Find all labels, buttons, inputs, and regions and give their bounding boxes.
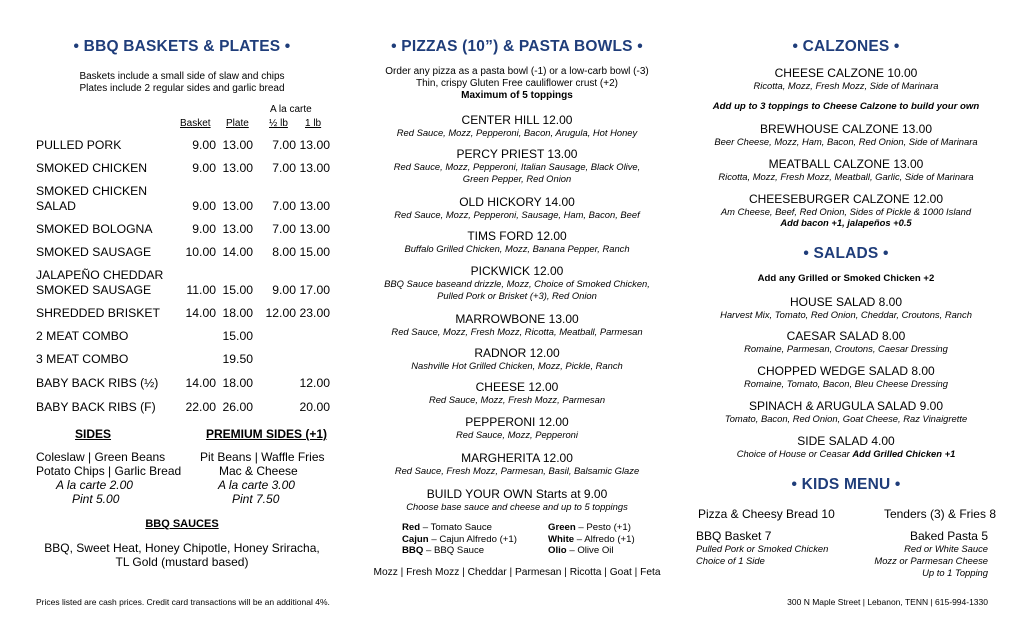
sauce-options-right [548, 522, 635, 557]
bbq-item-row [36, 352, 128, 367]
footer-address: 300 N Maple Street | Lebanon, TENN | 615-994-1330 [787, 597, 988, 607]
bbq-price: 7.00 [272, 138, 296, 152]
sauce-option: White – Alfredo (+1) [548, 533, 635, 545]
menu-item-name: RADNOR 12.00 [474, 346, 560, 360]
menu-item-desc: Green Pepper, Red Onion [462, 173, 572, 184]
menu-item-desc: Choose base sauce and cheese and up to 5 toppings [406, 501, 628, 512]
sides-title: SIDES [75, 427, 112, 441]
bbq-item-row [36, 400, 156, 415]
bbq-price: 14.00 [185, 376, 216, 390]
bbq-price: 18.00 [222, 306, 253, 320]
col-basket: Basket [180, 118, 211, 129]
menu-item-name: CAESAR SALAD 8.00 [786, 329, 906, 343]
premium-pint: Pint 7.50 [232, 492, 280, 506]
bbq-item-name: PULLED PORK [36, 138, 122, 152]
bbq-price: 10.00 [185, 245, 216, 259]
menu-item-desc: Romaine, Tomato, Bacon, Bleu Cheese Dressing [744, 378, 948, 389]
sauce-option: Red – Tomato Sauce [402, 522, 492, 533]
pizza-note-gf: Thin, crispy Gluten Free cauliflower crust (+2) [415, 78, 618, 89]
pizza-note-bowl: Order any pizza as a pasta bowl (-1) or a low-carb bowl (-3) [385, 66, 649, 77]
sauce-option: Green – Pesto (+1) [548, 522, 631, 533]
sides-alacarte: A la carte 2.00 [56, 478, 133, 492]
kids-bbq-desc-2: Choice of 1 Side [696, 555, 765, 566]
bbq-item-name-line2: SMOKED SAUSAGE [36, 283, 152, 297]
menu-item-name: CHEESE CALZONE 10.00 [774, 66, 918, 80]
bbq-price: 13.00 [299, 222, 330, 236]
bbq-price: 9.00 [192, 138, 216, 152]
menu-item-desc: Red Sauce, Mozz, Pepperoni, Sausage, Ham, Bacon, Beef [394, 209, 640, 220]
kids-bbq-desc-1: Pulled Pork or Smoked Chicken [696, 543, 829, 554]
menu-item-desc: Buffalo Grilled Chicken, Mozz, Banana Pepper, Ranch [404, 243, 630, 254]
bbq-item-name: 3 MEAT COMBO [36, 352, 129, 366]
bbq-price: 15.00 [222, 329, 253, 343]
bbq-price: 9.00 [272, 283, 296, 297]
menu-item-desc: Pulled Pork or Brisket (+3), Red Onion [437, 290, 597, 301]
sauces-title: BBQ SAUCES [145, 518, 219, 530]
menu-item-desc: Red Sauce, Mozz, Pepperoni, Bacon, Arugula, Hot Honey [396, 127, 638, 138]
bbq-item-row [36, 161, 147, 176]
bbq-item-row [36, 138, 121, 153]
menu-item-name: BREWHOUSE CALZONE 13.00 [759, 122, 933, 136]
bbq-price: 8.00 [272, 245, 296, 259]
kids-pasta-desc-3: Up to 1 Topping [922, 567, 988, 578]
col-half-lb: ½ lb [269, 118, 288, 129]
menu-item-desc: Beer Cheese, Mozz, Ham, Bacon, Red Onion, Side of Marinara [714, 136, 978, 147]
menu-item-desc: Red Sauce, Fresh Mozz, Parmesan, Basil, Balsamic Glaze [394, 465, 640, 476]
menu-item-desc: Red Sauce, Mozz, Pepperoni, Italian Sausage, Black Olive, [393, 161, 641, 172]
bbq-price: 15.00 [299, 245, 330, 259]
menu-item-name: MEATBALL CALZONE 13.00 [768, 157, 924, 171]
footer-pricing-note: Prices listed are cash prices. Credit card transactions will be an additional 4%. [36, 597, 330, 607]
bbq-price: 13.00 [299, 161, 330, 175]
bbq-item-name-line2: SALAD [36, 199, 76, 213]
bbq-price: 26.00 [222, 400, 253, 414]
menu-item-name: BUILD YOUR OWN Starts at 9.00 [426, 487, 608, 501]
menu-item-name: PICKWICK 12.00 [470, 264, 564, 278]
menu-item-desc: Tomato, Bacon, Red Onion, Goat Cheese, Raz Vinaigrette [724, 413, 968, 424]
menu-item-name: CENTER HILL 12.00 [461, 113, 573, 127]
menu-item-desc: Harvest Mix, Tomato, Red Onion, Cheddar, Croutons, Ranch [720, 309, 972, 320]
bbq-item-name: SMOKED SAUSAGE [36, 245, 152, 259]
bbq-price: 7.00 [272, 199, 296, 213]
menu-item-desc: Choice of House or Ceasar Add Grilled Chicken +1 [736, 448, 956, 459]
bbq-price: 12.00 [299, 376, 330, 390]
bbq-item-name: SMOKED CHICKEN [36, 184, 148, 198]
bbq-price: 22.00 [185, 400, 216, 414]
bbq-note-baskets: Baskets include a small side of slaw and chips [79, 71, 285, 82]
menu-item-desc: Red Sauce, Mozz, Fresh Mozz, Ricotta, Meatball, Parmesan [391, 326, 643, 337]
menu-item-desc: Red Sauce, Mozz, Fresh Mozz, Parmesan [428, 394, 606, 405]
bbq-price: 9.00 [192, 199, 216, 213]
bbq-item-name: BABY BACK RIBS (½) [36, 376, 159, 390]
menu-item-name: TIMS FORD 12.00 [467, 229, 567, 243]
bbq-item-name: BABY BACK RIBS (F) [36, 400, 156, 414]
bbq-price: 13.00 [222, 138, 253, 152]
premium-alacarte: A la carte 3.00 [218, 478, 295, 492]
menu-item-desc: Am Cheese, Beef, Red Onion, Sides of Pickle & 1000 Island [720, 206, 972, 217]
menu-item-name: OLD HICKORY 14.00 [459, 195, 575, 209]
bbq-price: 19.50 [222, 352, 253, 366]
bbq-heading: • BBQ BASKETS & PLATES • [73, 38, 291, 55]
bbq-price: 23.00 [299, 306, 330, 320]
bbq-price: 17.00 [299, 283, 330, 297]
salads-note: Add any Grilled or Smoked Chicken +2 [757, 273, 935, 284]
menu-item-desc: Add bacon +1, jalapeños +0.5 [780, 217, 912, 228]
kids-item-baked-pasta: Baked Pasta 5 [909, 529, 988, 543]
bbq-price: 14.00 [222, 245, 253, 259]
menu-item-name: SPINACH & ARUGULA SALAD 9.00 [748, 399, 944, 413]
sides-pint: Pint 5.00 [72, 492, 120, 506]
kids-pasta-desc-1: Red or White Sauce [904, 543, 988, 554]
pizza-heading: • PIZZAS (10”) & PASTA BOWLS • [391, 38, 643, 55]
bbq-item-name: SHREDDED BRISKET [36, 306, 160, 320]
menu-item-name: PERCY PRIEST 13.00 [456, 147, 578, 161]
sides-line-1: Coleslaw | Green Beans [36, 450, 166, 464]
salads-heading: • SALADS • [803, 245, 889, 262]
bbq-item-row [36, 222, 152, 237]
kids-item-pizza: Pizza & Cheesy Bread 10 [698, 507, 835, 521]
bbq-item-row [36, 306, 160, 321]
kids-item-bbq-basket: BBQ Basket 7 [696, 529, 772, 543]
bbq-item-row [36, 184, 147, 214]
menu-item-name: CHEESE 12.00 [475, 380, 559, 394]
bbq-item-row [36, 329, 128, 344]
kids-heading: • KIDS MENU • [791, 476, 901, 493]
bbq-item-name: JALAPEÑO CHEDDAR [36, 268, 164, 282]
pizza-note-max: Maximum of 5 toppings [461, 90, 573, 101]
kids-pasta-desc-2: Mozz or Parmesan Cheese [874, 555, 988, 566]
menu-item-name: MARGHERITA 12.00 [461, 451, 573, 465]
bbq-price: 18.00 [222, 376, 253, 390]
sauce-options-left [402, 522, 517, 557]
calzones-heading: • CALZONES • [792, 38, 900, 55]
bbq-price: 15.00 [222, 283, 253, 297]
bbq-price: 14.00 [185, 306, 216, 320]
bbq-price: 9.00 [192, 161, 216, 175]
bbq-item-row [36, 376, 158, 391]
bbq-price: 13.00 [222, 161, 253, 175]
pizza-column [352, 0, 682, 622]
cheese-options: Mozz | Fresh Mozz | Cheddar | Parmesan | Ricotta | Goat | Feta [373, 567, 661, 578]
sauce-option: Olio – Olive Oil [548, 545, 614, 556]
bbq-item-name: SMOKED BOLOGNA [36, 222, 153, 236]
menu-item-name: CHOPPED WEDGE SALAD 8.00 [757, 364, 935, 378]
menu-item-desc: Red Sauce, Mozz, Pepperoni [456, 429, 578, 440]
menu-item-desc: Ricotta, Mozz, Fresh Mozz, Side of Marinara [753, 80, 939, 91]
menu-item-name: CHEESEBURGER CALZONE 12.00 [748, 192, 944, 206]
kids-item-tenders: Tenders (3) & Fries 8 [883, 507, 996, 521]
menu-item-name: SIDE SALAD 4.00 [797, 434, 895, 448]
bbq-price: 7.00 [272, 161, 296, 175]
menu-item-desc: Ricotta, Mozz, Fresh Mozz, Meatball, Garlic, Side of Marinara [718, 171, 974, 182]
bbq-price: 13.00 [222, 222, 253, 236]
col-plate: Plate [226, 118, 249, 129]
sauces-line-2: TL Gold (mustard based) [115, 555, 249, 569]
menu-item-desc: Nashville Hot Grilled Chicken, Mozz, Pickle, Ranch [411, 360, 623, 371]
bbq-price: 11.00 [186, 283, 216, 297]
sauce-option: BBQ – BBQ Sauce [402, 545, 485, 556]
bbq-price: 20.00 [299, 400, 330, 414]
menu-item-name: PEPPERONI 12.00 [465, 415, 569, 429]
sauces-line-1: BBQ, Sweet Heat, Honey Chipotle, Honey Sriracha, [44, 541, 320, 555]
bbq-item-row [36, 245, 151, 260]
premium-line-1: Pit Beans | Waffle Fries [200, 450, 325, 464]
menu-item-desc: Romaine, Parmesan, Croutons, Caesar Dressing [744, 343, 948, 354]
bbq-column [22, 0, 342, 622]
bbq-price: 12.00 [265, 306, 296, 320]
bbq-item-row [36, 268, 163, 298]
bbq-price: 13.00 [299, 199, 330, 213]
sides-line-2: Potato Chips | Garlic Bread [36, 464, 182, 478]
premium-sides-title: PREMIUM SIDES (+1) [206, 427, 328, 441]
menu-item-name: HOUSE SALAD 8.00 [789, 295, 903, 309]
bbq-price: 13.00 [299, 138, 330, 152]
calzone-note: Add up to 3 toppings to Cheese Calzone to build your own [712, 101, 980, 112]
bbq-price: 9.00 [192, 222, 216, 236]
premium-line-2: Mac & Cheese [219, 464, 298, 478]
bbq-price: 7.00 [272, 222, 296, 236]
sauce-option: Cajun – Cajun Alfredo (+1) [402, 533, 517, 545]
a-la-carte-label: A la carte [270, 104, 312, 115]
bbq-price: 13.00 [222, 199, 253, 213]
right-column [690, 0, 1002, 622]
menu-item-name: MARROWBONE 13.00 [455, 312, 579, 326]
bbq-note-plates: Plates include 2 regular sides and garlic bread [79, 83, 285, 94]
col-one-lb: 1 lb [305, 118, 322, 129]
bbq-item-name: 2 MEAT COMBO [36, 329, 129, 343]
menu-item-desc: BBQ Sauce baseand drizzle, Mozz, Choice of Smoked Chicken, [384, 278, 650, 289]
bbq-item-name: SMOKED CHICKEN [36, 161, 148, 175]
